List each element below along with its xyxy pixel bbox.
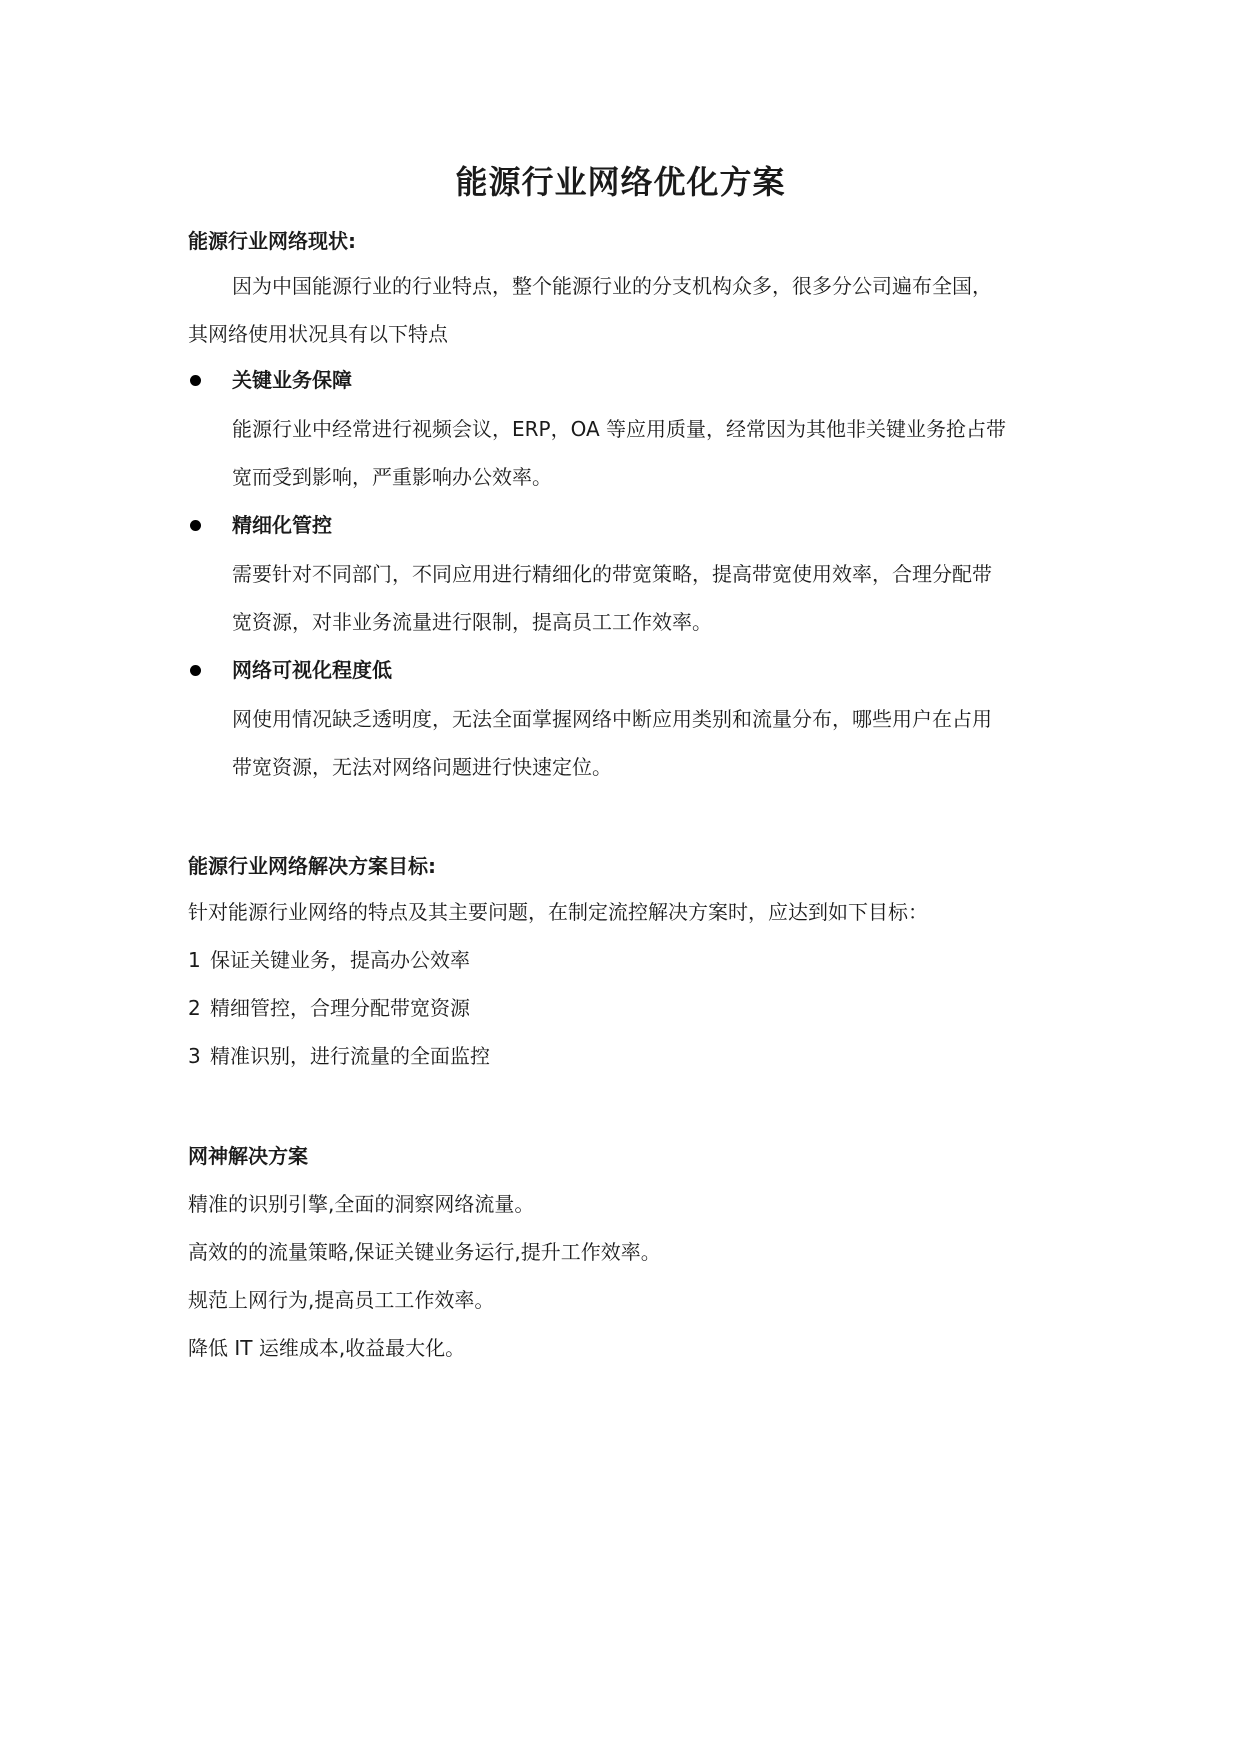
- solution-line: 精准的识别引擎,全面的洞察网络流量。: [188, 1192, 535, 1216]
- intro-paragraph-line: 因为中国能源行业的行业特点，整个能源行业的分支机构众多，很多分公司遍布全国，: [232, 274, 992, 298]
- solution-line: 降低 IT 运维成本,收益最大化。: [188, 1336, 466, 1360]
- bullet-body-line: 带宽资源，无法对网络问题进行快速定位。: [232, 755, 612, 779]
- intro-paragraph-line: 其网络使用状况具有以下特点: [188, 322, 448, 346]
- bullet-title: 精细化管控: [232, 513, 332, 537]
- section-heading-status: 能源行业网络现状:: [188, 229, 356, 253]
- bullet-body-line: 需要针对不同部门，不同应用进行精细化的带宽策略，提高带宽使用效率，合理分配带: [232, 562, 992, 586]
- document-title: 能源行业网络优化方案: [455, 163, 786, 201]
- section-heading-goals: 能源行业网络解决方案目标:: [188, 854, 436, 878]
- goal-item: [188, 1042, 490, 1070]
- goal-number: 3: [188, 1044, 201, 1068]
- bullet-dot-icon: [190, 665, 201, 676]
- bullet-title: 关键业务保障: [232, 368, 352, 392]
- goal-text: 保证关键业务，提高办公效率: [210, 948, 470, 972]
- solution-line: 高效的的流量策略,保证关键业务运行,提升工作效率。: [188, 1240, 661, 1264]
- goal-number: 1: [188, 948, 201, 972]
- section-heading-solution: 网神解决方案: [188, 1144, 308, 1168]
- solution-line: 规范上网行为,提高员工工作效率。: [188, 1288, 495, 1312]
- bullet-dot-icon: [190, 375, 201, 386]
- goal-number: 2: [188, 996, 201, 1020]
- goal-text: 精准识别，进行流量的全面监控: [210, 1044, 490, 1068]
- bullet-body-line: 网使用情况缺乏透明度，无法全面掌握网络中断应用类别和流量分布，哪些用户在占用: [232, 707, 992, 731]
- bullet-body-line: 能源行业中经常进行视频会议，ERP，OA 等应用质量，经常因为其他非关键业务抢占带: [232, 417, 1007, 441]
- bullet-body-line: 宽而受到影响，严重影响办公效率。: [232, 465, 552, 489]
- goal-item: [188, 994, 470, 1022]
- bullet-body-line: 宽资源，对非业务流量进行限制，提高员工工作效率。: [232, 610, 712, 634]
- bullet-dot-icon: [190, 520, 201, 531]
- goal-text: 精细管控，合理分配带宽资源: [210, 996, 470, 1020]
- goals-intro: 针对能源行业网络的特点及其主要问题，在制定流控解决方案时，应达到如下目标：: [188, 900, 928, 924]
- bullet-title: 网络可视化程度低: [232, 658, 392, 682]
- goal-item: [188, 946, 470, 974]
